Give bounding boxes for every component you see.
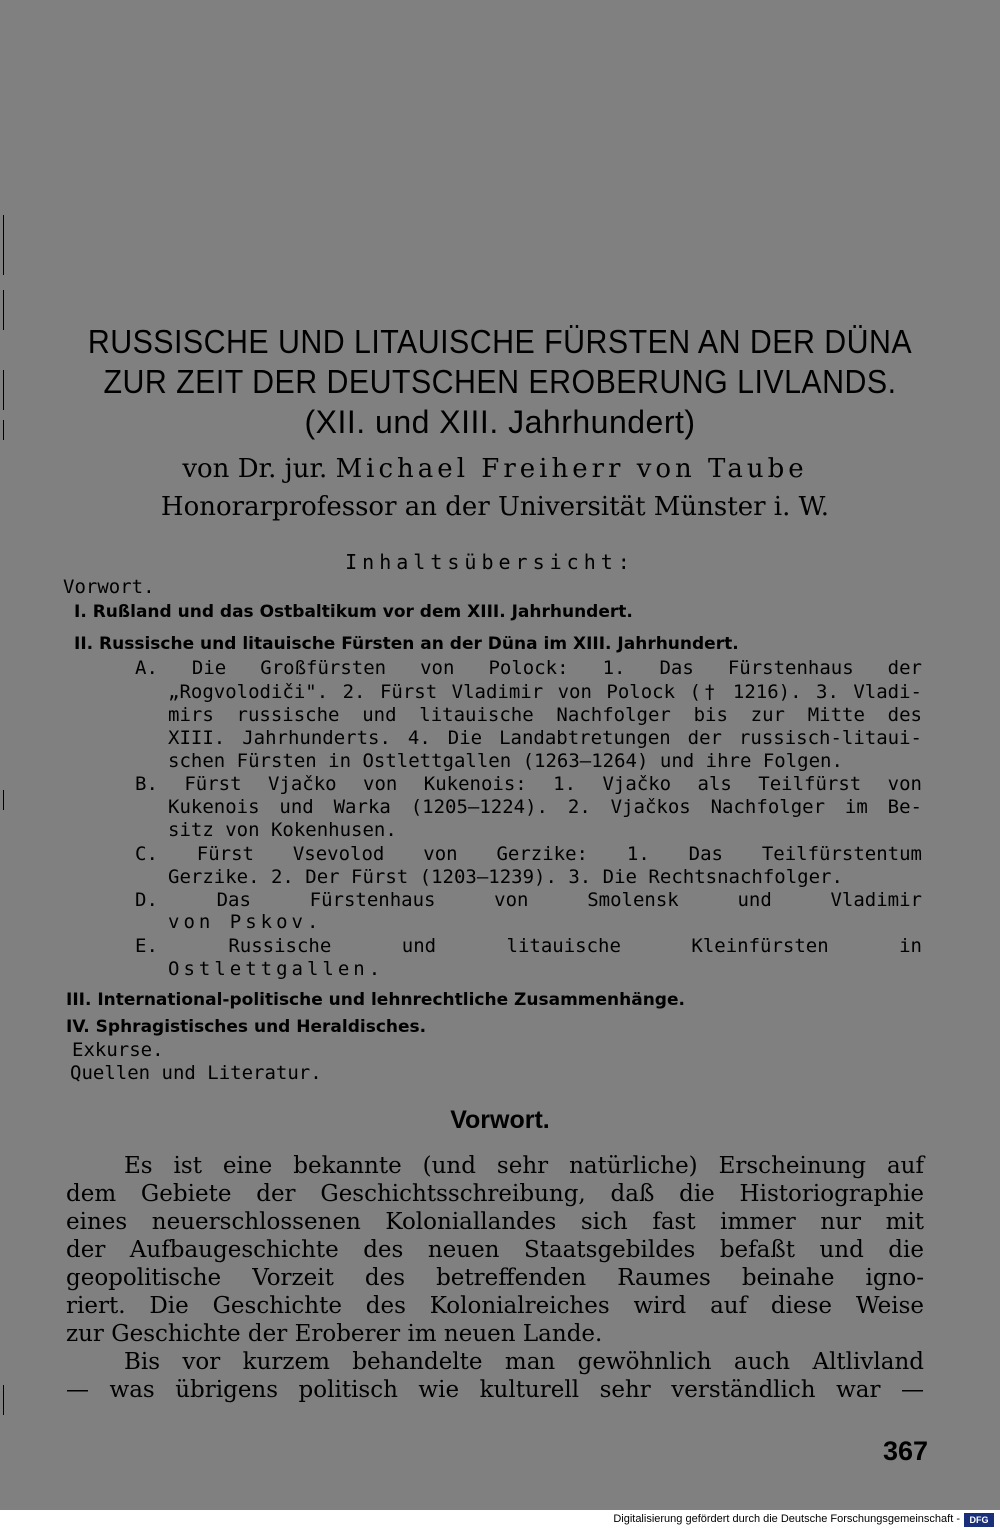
- toc-part-3: III. International-politische und lehnrechtliche Zusammenhänge.: [66, 990, 685, 1010]
- toc-item-a-line-1: A. Die Großfürsten von Polock: 1. Das Fürstenhaus der: [135, 657, 922, 679]
- title-line-2: ZUR ZEIT DER DEUTSCHEN EROBERUNG LIVLANDS.: [103, 363, 897, 400]
- author-prefix: von Dr. jur.: [182, 454, 328, 484]
- toc-item-a-line-3: mirs russische und litauische Nachfolger bis zur Mitte des: [168, 704, 922, 726]
- body-line: dem Gebiete der Geschichtsschreibung, daß die Historiographie: [66, 1181, 924, 1207]
- toc-item-e-line-1: E. Russische und litauische Kleinfürsten in: [135, 935, 922, 957]
- toc-item-c-line-1: C. Fürst Vsevolod von Gerzike: 1. Das Teilfürstentum: [135, 843, 922, 865]
- body-line: eines neuerschlossenen Koloniallandes sich fast immer nur mit: [66, 1209, 924, 1235]
- toc-item-e-line-2: Ostlettgallen.: [168, 958, 385, 980]
- title-line-3: (XII. und XIII. Jahrhundert): [304, 404, 696, 440]
- scan-edge-mark: [3, 790, 4, 810]
- toc-vorwort: Vorwort.: [63, 576, 155, 598]
- page-number: 367: [882, 1436, 928, 1466]
- toc-part-1: I. Rußland und das Ostbaltikum vor dem XIII. Jahrhundert.: [74, 602, 633, 622]
- author-line: [0, 452, 990, 486]
- toc-part-2: II. Russische und litauische Fürsten an der Düna im XIII. Jahrhundert.: [74, 634, 739, 654]
- body-line: geopolitische Vorzeit des betreffenden Raumes beinahe igno-: [66, 1265, 924, 1291]
- toc-item-b-line-3: sitz von Kokenhusen.: [168, 819, 397, 841]
- footer-bar: [0, 1510, 1000, 1530]
- body-line: Es ist eine bekannte (und sehr natürliche) Erscheinung auf: [124, 1153, 924, 1179]
- body-line: zur Geschichte der Eroberer im neuen Lande.: [66, 1321, 603, 1347]
- toc-exkurse: Exkurse.: [72, 1039, 164, 1061]
- toc-item-a-line-2: „Rogvolodiči". 2. Fürst Vladimir von Polock († 1216). 3. Vladi-: [168, 681, 922, 703]
- scan-edge-mark: [3, 290, 4, 330]
- toc-item-c-line-2: Gerzike. 2. Der Fürst (1203—1239). 3. Die Rechtsnachfolger.: [168, 866, 843, 888]
- dfg-logo-icon: DFG: [964, 1513, 994, 1527]
- title-line-1: RUSSISCHE UND LITAUISCHE FÜRSTEN AN DER DÜNA: [87, 323, 913, 360]
- toc-item-b-line-2: Kukenois und Warka (1205—1224). 2. Vjačkos Nachfolger im Be-: [168, 796, 922, 818]
- toc-heading: Inhaltsübersicht:: [345, 550, 635, 574]
- toc-quellen: Quellen und Literatur.: [70, 1062, 322, 1084]
- body-line: riert. Die Geschichte des Kolonialreiches wird auf diese Weise: [66, 1293, 924, 1319]
- toc-item-d-line-1: D. Das Fürstenhaus von Smolensk und Vladimir: [135, 889, 922, 911]
- toc-item-d-line-2: von Pskov.: [168, 911, 323, 933]
- body-line: Bis vor kurzem behandelte man gewöhnlich auch Altlivland: [124, 1349, 924, 1375]
- footer-credit: Digitalisierung gefördert durch die Deutsche Forschungsgemeinschaft -: [613, 1513, 960, 1525]
- section-heading: Vorwort.: [450, 1106, 550, 1134]
- toc-item-b-line-1: B. Fürst Vjačko von Kukenois: 1. Vjačko als Teilfürst von: [135, 773, 922, 795]
- toc-item-a-line-4: XIII. Jahrhunderts. 4. Die Landabtretungen der russisch-litaui-: [168, 727, 922, 749]
- toc-item-a-line-5: schen Fürsten in Ostlettgallen (1263—1264) und ihre Folgen.: [168, 750, 843, 772]
- body-line: der Aufbaugeschichte des neuen Staatsgebildes befaßt und die: [66, 1237, 924, 1263]
- author-name: Michael Freiherr von Taube: [335, 454, 808, 484]
- scan-edge-mark: [3, 215, 4, 275]
- author-affiliation: Honorarprofessor an der Universität Münster i. W.: [160, 492, 830, 522]
- scan-edge-mark: [3, 1385, 4, 1415]
- toc-part-4: IV. Sphragistisches und Heraldisches.: [66, 1017, 427, 1037]
- body-line: — was übrigens politisch wie kulturell sehr verständlich war —: [66, 1377, 924, 1403]
